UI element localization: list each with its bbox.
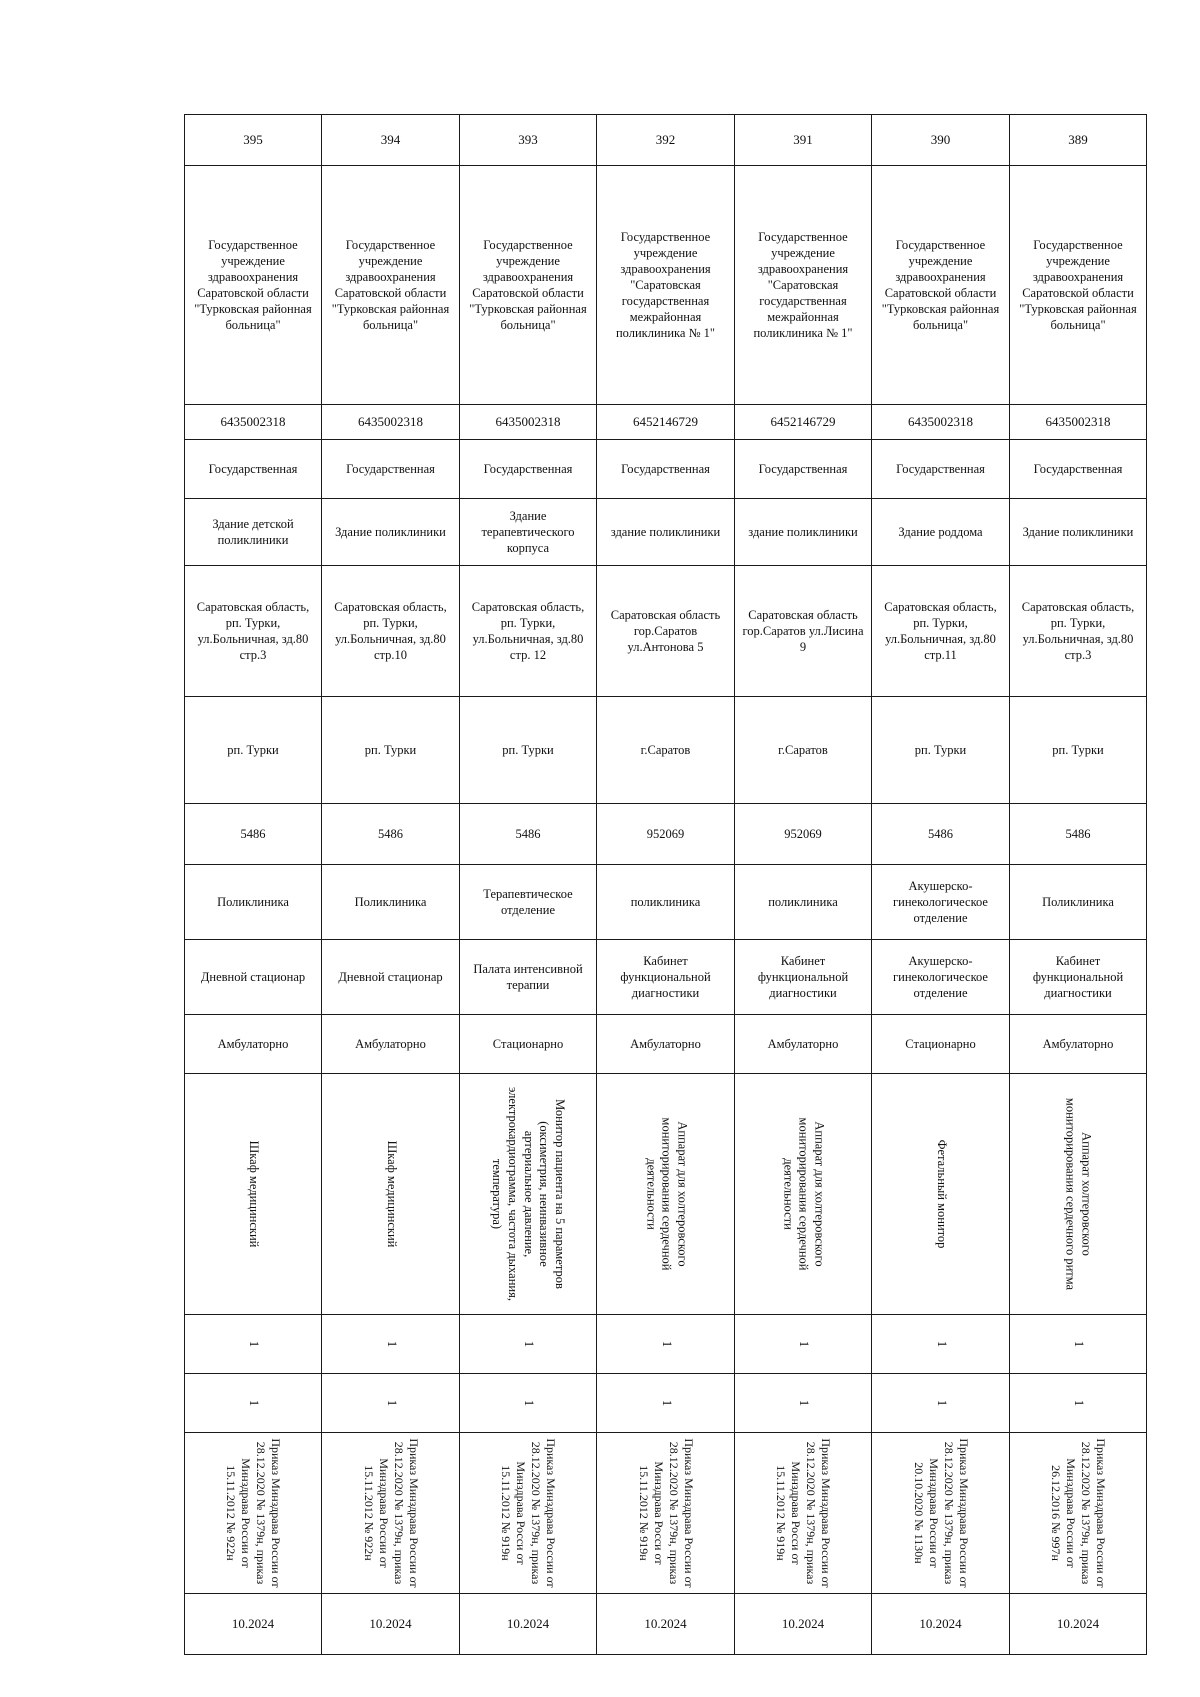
- cell-room: Кабинет функциональной диагностики: [597, 940, 735, 1015]
- cell-locality: г.Саратов: [597, 697, 735, 804]
- quantity-text: 1: [1071, 1340, 1086, 1348]
- legal-basis-text: Приказ Минздрава России от 28.12.2020 № 1379н, приказ Минздрава России от 20.10.2020 № 1130н: [911, 1438, 971, 1588]
- cell-territory-code: 952069: [735, 804, 872, 865]
- equipment-text: Фетальный монитор: [934, 1139, 949, 1249]
- row-quantity-planned: [185, 1374, 1147, 1433]
- row-territory-code: [185, 804, 1147, 865]
- cell-address: Саратовская область, рп. Турки, ул.Больничная, зд.80 стр.10: [322, 566, 460, 697]
- cell-quantity-required: [185, 1315, 322, 1374]
- cell-locality: рп. Турки: [460, 697, 597, 804]
- cell-inn: 6452146729: [597, 405, 735, 440]
- cell-room: Дневной стационар: [322, 940, 460, 1015]
- cell-ownership: Государственная: [185, 440, 322, 499]
- cell-care-condition: Амбулаторно: [322, 1015, 460, 1074]
- cell-organization: Государственное учреждение здравоохранения Саратовской области "Турковская районная больница": [460, 166, 597, 405]
- quantity-text: 1: [934, 1399, 949, 1407]
- cell-record-number: 390: [872, 115, 1010, 166]
- cell-building: здание поликлиники: [735, 499, 872, 566]
- cell-department: Поликлиника: [1010, 865, 1147, 940]
- cell-quantity-planned: [460, 1374, 597, 1433]
- equipment-text: Аппарат холтеровского мониторирования сердечного ритма: [1064, 1097, 1094, 1291]
- cell-territory-code: 5486: [1010, 804, 1147, 865]
- cell-room: Акушерско-гинекологическое отделение: [872, 940, 1010, 1015]
- row-record-number: [185, 115, 1147, 166]
- equipment-text: Аппарат для холтеровского мониторирования сердечной деятельности: [643, 1117, 689, 1271]
- cell-equipment: [1010, 1074, 1147, 1315]
- equipment-text: Аппарат для холтеровского мониторирования сердечной деятельности: [781, 1117, 827, 1271]
- cell-inn: 6435002318: [322, 405, 460, 440]
- cell-locality: рп. Турки: [1010, 697, 1147, 804]
- cell-organization: Государственное учреждение здравоохранения Саратовской области "Турковская районная больница": [1010, 166, 1147, 405]
- cell-territory-code: 5486: [460, 804, 597, 865]
- cell-inn: 6435002318: [185, 405, 322, 440]
- cell-department: Поликлиника: [322, 865, 460, 940]
- cell-equipment: [735, 1074, 872, 1315]
- cell-date: 10.2024: [597, 1594, 735, 1655]
- cell-legal-basis: [460, 1433, 597, 1594]
- cell-building: здание поликлиники: [597, 499, 735, 566]
- cell-date: 10.2024: [735, 1594, 872, 1655]
- cell-equipment: [872, 1074, 1010, 1315]
- cell-legal-basis: [322, 1433, 460, 1594]
- cell-locality: рп. Турки: [872, 697, 1010, 804]
- cell-quantity-planned: [1010, 1374, 1147, 1433]
- quantity-text: 1: [521, 1399, 536, 1407]
- cell-legal-basis: [872, 1433, 1010, 1594]
- cell-address: Саратовская область, рп. Турки, ул.Больничная, зд.80 стр.3: [185, 566, 322, 697]
- cell-inn: 6435002318: [1010, 405, 1147, 440]
- cell-organization: Государственное учреждение здравоохранения Саратовской области "Турковская районная больница": [322, 166, 460, 405]
- cell-territory-code: 5486: [185, 804, 322, 865]
- cell-record-number: 395: [185, 115, 322, 166]
- cell-room: Палата интенсивной терапии: [460, 940, 597, 1015]
- row-quantity-required: [185, 1315, 1147, 1374]
- cell-building: Здание детской поликлиники: [185, 499, 322, 566]
- quantity-text: 1: [246, 1340, 261, 1348]
- cell-quantity-required: [597, 1315, 735, 1374]
- cell-ownership: Государственная: [735, 440, 872, 499]
- cell-territory-code: 5486: [872, 804, 1010, 865]
- cell-inn: 6452146729: [735, 405, 872, 440]
- cell-room: Кабинет функциональной диагностики: [1010, 940, 1147, 1015]
- cell-building: Здание роддома: [872, 499, 1010, 566]
- cell-ownership: Государственная: [597, 440, 735, 499]
- row-inn: [185, 405, 1147, 440]
- cell-quantity-planned: [872, 1374, 1010, 1433]
- quantity-text: 1: [1071, 1399, 1086, 1407]
- row-room: [185, 940, 1147, 1015]
- cell-organization: Государственное учреждение здравоохранения Саратовской области "Турковская районная больница": [872, 166, 1010, 405]
- cell-date: 10.2024: [322, 1594, 460, 1655]
- cell-quantity-planned: [735, 1374, 872, 1433]
- cell-legal-basis: [1010, 1433, 1147, 1594]
- quantity-text: 1: [659, 1399, 674, 1407]
- cell-quantity-required: [735, 1315, 872, 1374]
- cell-record-number: 392: [597, 115, 735, 166]
- cell-locality: рп. Турки: [185, 697, 322, 804]
- cell-inn: 6435002318: [460, 405, 597, 440]
- cell-locality: рп. Турки: [322, 697, 460, 804]
- row-date: [185, 1594, 1147, 1655]
- cell-building: Здание терапевтического корпуса: [460, 499, 597, 566]
- row-care-condition: [185, 1015, 1147, 1074]
- cell-care-condition: Стационарно: [872, 1015, 1010, 1074]
- cell-building: Здание поликлиники: [1010, 499, 1147, 566]
- cell-legal-basis: [735, 1433, 872, 1594]
- cell-care-condition: Амбулаторно: [1010, 1015, 1147, 1074]
- cell-legal-basis: [185, 1433, 322, 1594]
- row-organization: [185, 166, 1147, 405]
- cell-ownership: Государственная: [1010, 440, 1147, 499]
- row-ownership: [185, 440, 1147, 499]
- cell-locality: г.Саратов: [735, 697, 872, 804]
- legal-basis-text: Приказ Минздрава России от 28.12.2020 № 1379н, приказ Минздрава России от 15.11.2012 № 922н: [361, 1438, 421, 1588]
- cell-record-number: 389: [1010, 115, 1147, 166]
- cell-quantity-required: [1010, 1315, 1147, 1374]
- cell-department: поликлиника: [597, 865, 735, 940]
- quantity-text: 1: [384, 1340, 399, 1348]
- cell-date: 10.2024: [872, 1594, 1010, 1655]
- cell-address: Саратовская область, рп. Турки, ул.Больничная, зд.80 стр. 12: [460, 566, 597, 697]
- cell-department: Акушерско-гинекологическое отделение: [872, 865, 1010, 940]
- row-locality: [185, 697, 1147, 804]
- equipment-text: Шкаф медицинский: [246, 1140, 261, 1248]
- row-address: [185, 566, 1147, 697]
- cell-legal-basis: [597, 1433, 735, 1594]
- equipment-text: Шкаф медицинский: [384, 1140, 399, 1248]
- row-department: [185, 865, 1147, 940]
- cell-record-number: 394: [322, 115, 460, 166]
- cell-quantity-planned: [597, 1374, 735, 1433]
- cell-address: Саратовская область гор.Саратов ул.Лисина 9: [735, 566, 872, 697]
- cell-inn: 6435002318: [872, 405, 1010, 440]
- legal-basis-text: Приказ Минздрава России от 28.12.2020 № 1379н, приказ Минздрава Росси от 15.11.2012 № 919н: [499, 1438, 558, 1588]
- cell-date: 10.2024: [1010, 1594, 1147, 1655]
- cell-equipment: [322, 1074, 460, 1315]
- quantity-text: 1: [246, 1399, 261, 1407]
- row-building: [185, 499, 1147, 566]
- quantity-text: 1: [384, 1399, 399, 1407]
- cell-equipment: [597, 1074, 735, 1315]
- cell-equipment: [185, 1074, 322, 1315]
- cell-organization: Государственное учреждение здравоохранения Саратовской области "Турковская районная больница": [185, 166, 322, 405]
- cell-care-condition: Амбулаторно: [185, 1015, 322, 1074]
- cell-record-number: 393: [460, 115, 597, 166]
- cell-care-condition: Амбулаторно: [735, 1015, 872, 1074]
- cell-quantity-required: [872, 1315, 1010, 1374]
- row-equipment: [185, 1074, 1147, 1315]
- cell-department: поликлиника: [735, 865, 872, 940]
- cell-organization: Государственное учреждение здравоохранения "Саратовская государственная межрайонная поликлиника № 1": [597, 166, 735, 405]
- cell-ownership: Государственная: [872, 440, 1010, 499]
- row-legal-basis: [185, 1433, 1147, 1594]
- legal-basis-text: Приказ Минздрава России от 28.12.2020 № 1379н, приказ Минздрава России от 26.12.2016 № 997н: [1049, 1438, 1108, 1588]
- cell-care-condition: Стационарно: [460, 1015, 597, 1074]
- cell-record-number: 391: [735, 115, 872, 166]
- quantity-text: 1: [796, 1340, 811, 1348]
- cell-equipment: [460, 1074, 597, 1315]
- cell-room: Кабинет функциональной диагностики: [735, 940, 872, 1015]
- legal-basis-text: Приказ Минздрава России от 28.12.2020 № 1379н, приказ Минздрава России от 15.11.2012 № 922н: [224, 1438, 283, 1588]
- cell-address: Саратовская область, рп. Турки, ул.Больничная, зд.80 стр.11: [872, 566, 1010, 697]
- cell-address: Саратовская область гор.Саратов ул.Антонова 5: [597, 566, 735, 697]
- cell-quantity-required: [322, 1315, 460, 1374]
- cell-department: Терапевтическое отделение: [460, 865, 597, 940]
- cell-territory-code: 952069: [597, 804, 735, 865]
- legal-basis-text: Приказ Минздрава России от 28.12.2020 № 1379н, приказ Минздрава Росси от 15.11.2012 № 919н: [636, 1438, 696, 1588]
- cell-ownership: Государственная: [460, 440, 597, 499]
- equipment-register-table: [184, 114, 1147, 1655]
- cell-quantity-planned: [185, 1374, 322, 1433]
- cell-organization: Государственное учреждение здравоохранения "Саратовская государственная межрайонная поликлиника № 1": [735, 166, 872, 405]
- cell-care-condition: Амбулаторно: [597, 1015, 735, 1074]
- cell-quantity-planned: [322, 1374, 460, 1433]
- quantity-text: 1: [934, 1340, 949, 1348]
- cell-ownership: Государственная: [322, 440, 460, 499]
- quantity-text: 1: [659, 1340, 674, 1348]
- cell-date: 10.2024: [460, 1594, 597, 1655]
- cell-room: Дневной стационар: [185, 940, 322, 1015]
- cell-address: Саратовская область, рп. Турки, ул.Больничная, зд.80 стр.3: [1010, 566, 1147, 697]
- quantity-text: 1: [521, 1340, 536, 1348]
- cell-date: 10.2024: [185, 1594, 322, 1655]
- cell-building: Здание поликлиники: [322, 499, 460, 566]
- cell-quantity-required: [460, 1315, 597, 1374]
- legal-basis-text: Приказ Минздрава России от 28.12.2020 № 1379н, приказ Минздрава Росси от 15.11.2012 № 919н: [774, 1438, 833, 1588]
- equipment-text: Монитор пациента на 5 параметров (оксиметрия, неинвазивное артериальное давление, электрокардиограмма, частота дыхания, температура): [490, 1087, 568, 1301]
- cell-department: Поликлиника: [185, 865, 322, 940]
- quantity-text: 1: [796, 1399, 811, 1407]
- cell-territory-code: 5486: [322, 804, 460, 865]
